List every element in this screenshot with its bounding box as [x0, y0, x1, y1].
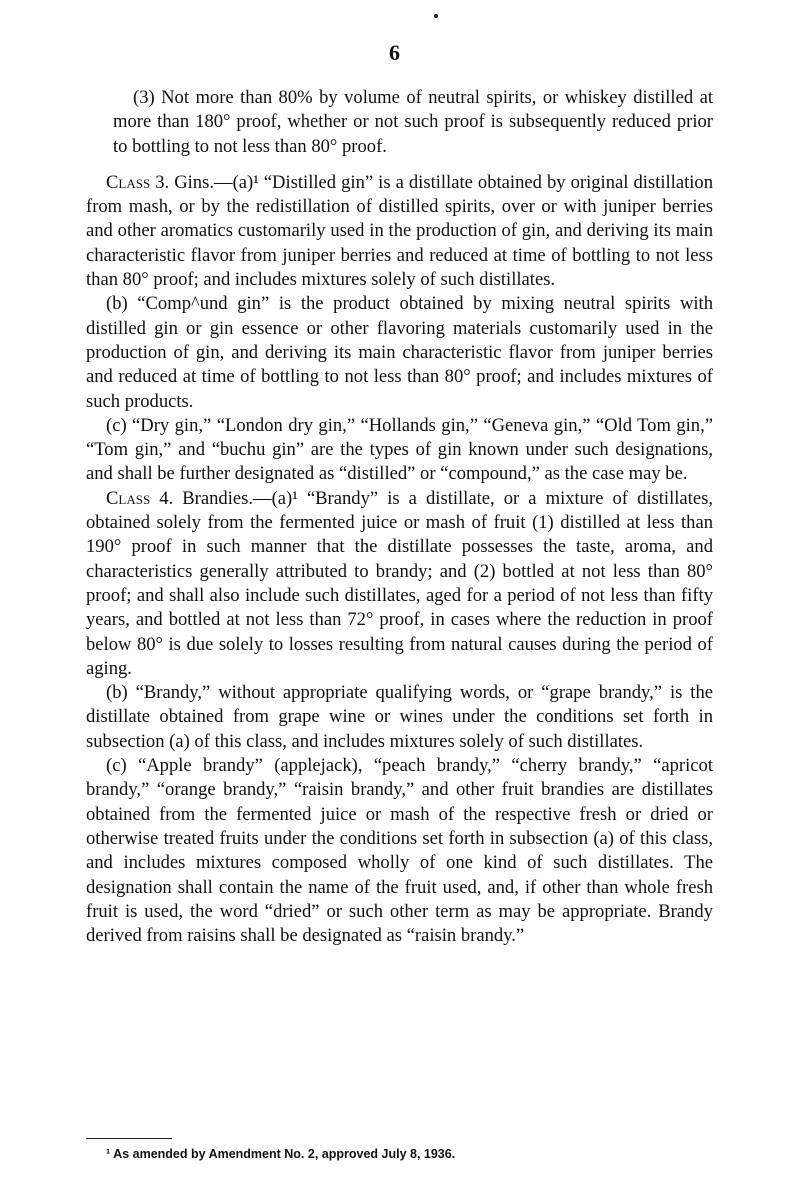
footnote-rule	[86, 1138, 172, 1139]
class-label: Class	[106, 171, 151, 193]
paragraph-3-neutral-spirits: (3) Not more than 80% by volume of neutral spirits, or whiskey distilled at more than 180° proof, whether or not such proof is subsequently reduced prior to bottling to not less than 80° proof.	[113, 87, 713, 157]
paragraph-grape-brandy: (b) “Brandy,” without appropriate qualifying words, or “grape brandy,” is the distillate obtained from grape wine or wines under the conditions set forth in subsection (a) of this class, and includes mixtures solely of such distillates.	[86, 682, 713, 752]
class-label: Class	[106, 487, 151, 509]
footnote: ¹ As amended by Amendment No. 2, approved July 8, 1936.	[106, 1147, 456, 1161]
paragraph-compound-gin: (b) “Comp^und gin” is the product obtained by mixing neutral spirits with distilled gin or gin essence or other flavoring materials customarily used in the production of gin, and deriving its main characteristic flavor from juniper berries and reduced at time of bottling to not less than 80° proof; and includes mixtures of such products.	[86, 293, 713, 412]
body-text	[86, 86, 713, 948]
page-number: 6	[389, 40, 400, 65]
paragraph-class-4-brandies: Class 4. Brandies.—(a)¹ “Brandy” is a distillate, or a mixture of distillates, obtained solely from the fermented juice or mash of fruit (1) distilled at less than 190° proof in such manner that the distillate possesses the taste, aroma, and characteristics generally attributed to brandy; and (2) bottled at not less than 80° proof; and shall also include such distillates, aged for a period of not less than fifty years, and bottled at not less than 72° proof, in cases where the reduction in proof below 80° is due solely to losses resulting from natural causes during the period of aging.	[86, 487, 713, 679]
paragraph-class-3-gins: Class 3. Gins.—(a)¹ “Distilled gin” is a distillate obtained by original distillation from mash, or by the redistillation of distilled spirits, over or with juniper berries and other aromatics customarily used in the production of gin, and deriving its main characteristic flavor from juniper berries and reduced at time of bottling to not less than 80° proof; and includes mixtures solely of such distillates.	[86, 171, 713, 291]
paragraph-gin-types: (c) “Dry gin,” “London dry gin,” “Hollands gin,” “Geneva gin,” “Old Tom gin,” “Tom gin,” and “buchu gin” are the types of gin known under such designations, and shall be further designated as “distilled” or “compound,” as the case may be.	[86, 414, 713, 485]
scan-speck	[434, 14, 438, 18]
paragraph-fruit-brandies: (c) “Apple brandy” (applejack), “peach brandy,” “cherry brandy,” “apricot brandy,” “orange brandy,” “raisin brandy,” and other fruit brandies are distillates obtained from the fermented juice or mash of the respective fresh or dried or otherwise treated fruits under the conditions set forth in subsection (a) of this class, and includes mixtures composed wholly of one kind of such distillates. The designation shall contain the name of the fruit used, and, if other than whole fresh fruit is used, the word “dried” or such other term as may be appropriate. Brandy derived from raisins shall be designated as “raisin brandy.”	[86, 755, 713, 947]
